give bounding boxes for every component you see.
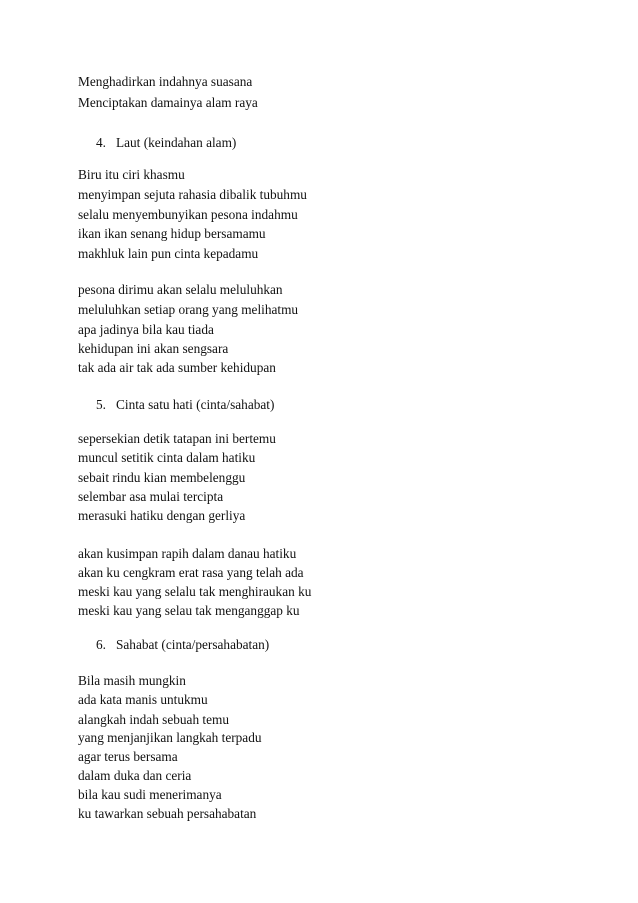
poem-line: dalam duka dan ceria [78,768,192,783]
poem-line: sepersekian detik tatapan ini bertemu [78,431,276,446]
poem-line: pesona dirimu akan selalu meluluhkan [78,282,283,297]
poem-line: ku tawarkan sebuah persahabatan [78,806,257,821]
poem-line: Menghadirkan indahnya suasana [78,74,253,89]
poem-line: meski kau yang selau tak menganggap ku [78,603,300,618]
poem-line: bila kau sudi menerimanya [78,787,222,802]
poem-line: muncul setitik cinta dalam hatiku [78,450,256,465]
section-number: 4. [96,135,106,150]
section-title: Laut (keindahan alam) [116,135,237,150]
poem-line: yang menjanjikan langkah terpadu [78,730,262,745]
poem-line: selalu menyembunyikan pesona indahmu [78,207,298,222]
poem-line: meski kau yang selalu tak menghiraukan ku [78,584,312,599]
poem-line: kehidupan ini akan sengsara [78,341,229,356]
poem-line: Biru itu ciri khasmu [78,167,185,182]
poem-line: alangkah indah sebuah temu [78,712,230,727]
section-heading [96,134,236,152]
poem-line: makhluk lain pun cinta kepadamu [78,246,259,261]
section-number: 5. [96,397,106,412]
poem-line: tak ada air tak ada sumber kehidupan [78,360,276,375]
section-title: Sahabat (cinta/persahabatan) [116,637,270,652]
section-title: Cinta satu hati (cinta/sahabat) [116,397,275,412]
poem-line: merasuki hatiku dengan gerliya [78,508,246,523]
section-heading [96,636,269,654]
poem-line: akan kusimpan rapih dalam danau hatiku [78,546,297,561]
poem-line: menyimpan sejuta rahasia dibalik tubuhmu [78,187,307,202]
section-heading [96,396,274,414]
poem-line: ada kata manis untukmu [78,692,208,707]
section-number: 6. [96,637,106,652]
poem-line: ikan ikan senang hidup bersamamu [78,226,266,241]
poem-line: agar terus bersama [78,749,178,764]
poem-line: Menciptakan damainya alam raya [78,95,258,110]
poem-line: apa jadinya bila kau tiada [78,322,214,337]
poem-line: selembar asa mulai tercipta [78,489,224,504]
poem-line: meluluhkan setiap orang yang melihatmu [78,302,299,317]
poem-line: sebait rindu kian membelenggu [78,470,246,485]
poem-line: akan ku cengkram erat rasa yang telah ada [78,565,304,580]
poem-line: Bila masih mungkin [78,673,186,688]
